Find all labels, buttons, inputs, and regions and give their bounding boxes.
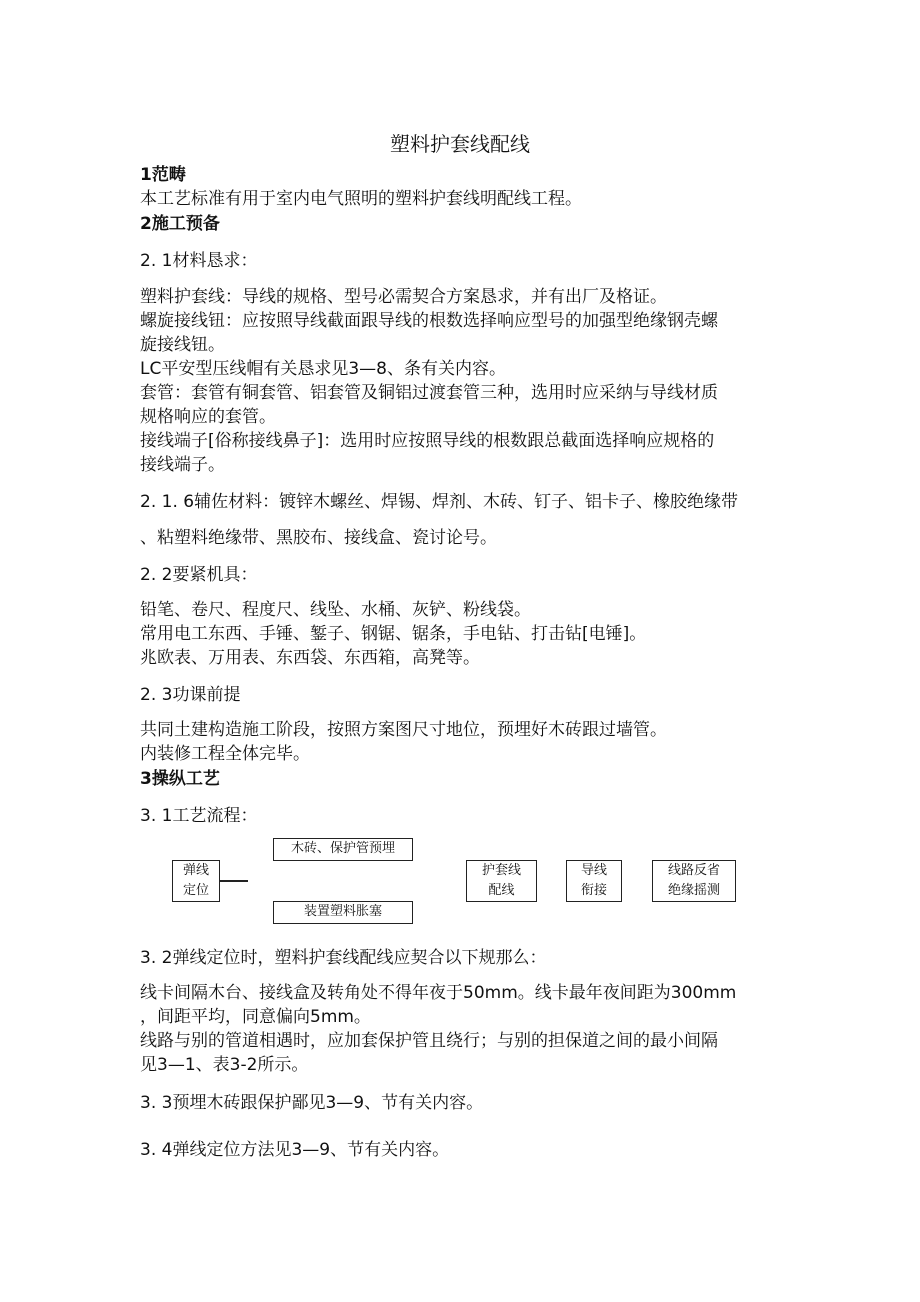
paragraph: 塑料护套线：导线的规格、型号必需契合方案恳求，并有出厂及格证。 [140,287,667,307]
section-heading-scope: 1范畴 [140,165,186,185]
paragraph: 接线端子。 [140,455,225,475]
flow-step-label: 定位 [182,883,209,898]
flow-step-mark-position [172,860,220,902]
subsection-heading: 3. 1工艺流程： [140,806,258,826]
subsection-heading: 3. 2弹线定位时，塑料护套线配线应契合以下规那么： [140,948,547,968]
paragraph: 线卡间隔木台、接线盒及转角处不得年夜于50mm。线卡最年夜间距为300mm [140,983,737,1003]
subsection-heading: 2. 2要紧机具： [140,565,258,585]
paragraph: 线路与别的管道相遇时，应加套保护管且绕行；与别的担保道之间的最小间隔 [140,1031,718,1051]
paragraph: 见3—1、表3-2所示。 [140,1055,309,1075]
subsection-heading: 3. 3预埋木砖跟保护鄙见3—9、节有关内容。 [140,1093,484,1113]
subsection-heading: 3. 4弹线定位方法见3—9、节有关内容。 [140,1140,450,1160]
page-title: 塑料护套线配线 [390,132,530,156]
flow-step-label: 导线 [580,863,607,878]
subsection-heading: 2. 3功课前提 [140,685,241,705]
section-heading-operation: 3操纵工艺 [140,769,220,789]
flow-step-sheathed-wiring [466,860,537,902]
paragraph: 、粘塑料绝缘带、黑胶布、接线盒、瓷讨论号。 [140,528,497,548]
flow-step-insulation-test [652,860,736,902]
section-heading-preparation: 2施工预备 [140,214,220,234]
flow-step-label: 装置塑料胀塞 [303,904,382,919]
flow-step-label: 弹线 [182,863,209,878]
flow-step-label: 线路反省 [667,863,720,878]
flow-step-label: 配线 [488,883,515,898]
flow-step-label: 木砖、保护管预埋 [290,841,395,856]
paragraph: 螺旋接线钮：应按照导线截面跟导线的根数选择响应型号的加强型绝缘钢壳螺 [140,311,718,331]
paragraph: 共同土建构造施工阶段，按照方案图尺寸地位，预埋好木砖跟过墙管。 [140,720,667,740]
paragraph: 规格响应的套管。 [140,407,276,427]
paragraph: 接线端子[俗称接线鼻子]：选用时应按照导线的根数跟总截面选择响应规格的 [140,431,715,451]
subsection-heading: 2. 1材料恳求： [140,251,258,271]
flow-step-install-anchor [273,901,413,924]
flow-step-embed-brick [273,838,413,861]
paragraph: ，间距平均，同意偏向5mm。 [140,1007,371,1027]
flow-step-label: 绝缘摇测 [667,883,720,898]
flow-step-label: 衔接 [580,883,607,898]
paragraph: 铅笔、卷尺、程度尺、线坠、水桶、灰铲、粉线袋。 [140,600,531,620]
paragraph: 套管：套管有铜套管、铝套管及铜铝过渡套管三种，选用时应采纳与导线材质 [140,383,718,403]
paragraph: 旋接线钮。 [140,335,225,355]
paragraph: 兆欧表、万用表、东西袋、东西箱，高凳等。 [140,648,480,668]
flow-step-label: 护套线 [481,863,521,878]
flow-step-wire-connection [566,860,622,902]
paragraph: LC平安型压线帽有关恳求见3—8、条有关内容。 [140,359,506,379]
paragraph: 2. 1. 6辅佐材料：镀锌木螺丝、焊锡、焊剂、木砖、钉子、铝卡子、橡胶绝缘带 [140,492,739,512]
paragraph: 本工艺标准有用于室内电气照明的塑料护套线明配线工程。 [140,189,582,209]
paragraph: 内装修工程全体完毕。 [140,744,310,764]
flow-connector [220,880,248,882]
paragraph: 常用电工东西、手锤、錾子、钢锯、锯条，手电钻、打击钻[电锤]。 [140,624,647,644]
